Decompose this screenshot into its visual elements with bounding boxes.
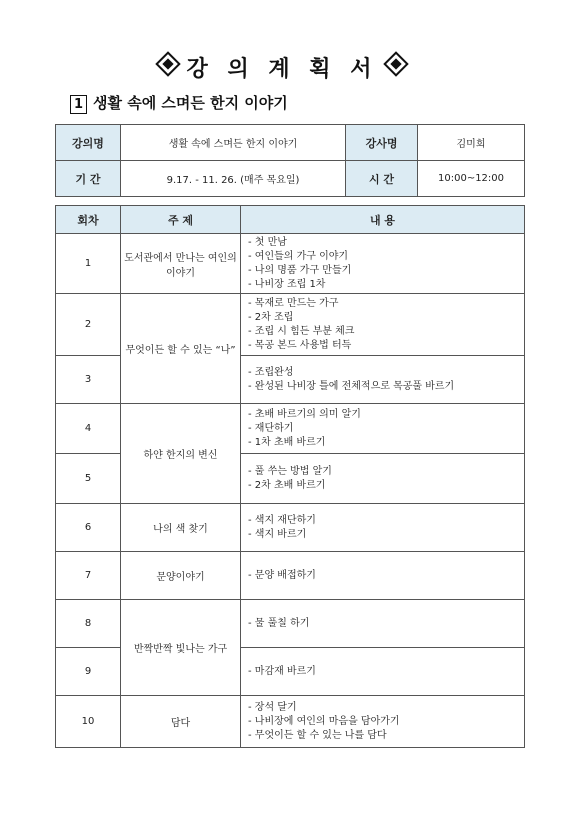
topic-cell: 문양이야기 [121, 552, 241, 600]
topic-cell: 무엇이든 할 수 있는 “나” [121, 294, 241, 404]
page-title: 강 의 계 획 서 [0, 52, 564, 83]
session-number: 5 [56, 454, 121, 504]
time-label: 시 간 [346, 161, 418, 197]
course-value: 생활 속에 스며든 한지 이야기 [121, 125, 346, 161]
table-row [56, 600, 525, 648]
info-row-period [56, 161, 525, 197]
diamond-icon [384, 51, 409, 76]
period-value: 9.17. - 11. 26. (매주 목요일) [121, 161, 346, 197]
session-number: 3 [56, 356, 121, 404]
session-number: 2 [56, 294, 121, 356]
section-number: 1 [70, 95, 87, 114]
topic-header: 주 제 [121, 206, 241, 234]
session-number: 1 [56, 234, 121, 294]
content-cell: - 장석 달기 - 나비장에 여인의 마음을 담아가기 - 무엇이든 할 수 있는 나를 담다 [241, 696, 525, 748]
content-cell: - 조립완성 - 완성된 나비장 틀에 전체적으로 목공풀 바르기 [241, 356, 525, 404]
table-row [56, 552, 525, 600]
lecture-plan-table [55, 124, 525, 748]
section-title: 생활 속에 스며든 한지 이야기 [93, 94, 288, 112]
content-cell: - 첫 만남 - 여인들의 가구 이야기 - 나의 명품 가구 만들기 - 나비장 조립 1차 [241, 234, 525, 294]
schedule-header-row [56, 206, 525, 234]
table-row [56, 696, 525, 748]
session-number: 4 [56, 404, 121, 454]
table-row [56, 234, 525, 294]
table-row [56, 294, 525, 356]
content-cell: - 문양 배접하기 [241, 552, 525, 600]
topic-cell: 하얀 한지의 변신 [121, 404, 241, 504]
period-label: 기 간 [56, 161, 121, 197]
topic-cell: 나의 색 찾기 [121, 504, 241, 552]
content-cell: - 목재로 만드는 가구 - 2차 조립 - 조립 시 힘든 부분 체크 - 목공 본드 사용법 터득 [241, 294, 525, 356]
session-number: 8 [56, 600, 121, 648]
content-cell: - 마감재 바르기 [241, 648, 525, 696]
spacer-row [56, 197, 525, 206]
table-row [56, 404, 525, 454]
instructor-label: 강사명 [346, 125, 418, 161]
table-row [56, 504, 525, 552]
session-number: 7 [56, 552, 121, 600]
session-header: 회차 [56, 206, 121, 234]
content-cell: - 색지 재단하기 - 색지 바르기 [241, 504, 525, 552]
content-header: 내 용 [241, 206, 525, 234]
time-value: 10:00~12:00 [418, 161, 525, 197]
diamond-icon [155, 51, 180, 76]
section-heading [70, 92, 288, 114]
instructor-value: 김미희 [418, 125, 525, 161]
info-row-course [56, 125, 525, 161]
course-label: 강의명 [56, 125, 121, 161]
session-number: 9 [56, 648, 121, 696]
content-cell: - 초배 바르기의 의미 알기 - 재단하기 - 1차 초배 바르기 [241, 404, 525, 454]
session-number: 6 [56, 504, 121, 552]
topic-cell: 반짝반짝 빛나는 가구 [121, 600, 241, 696]
session-number: 10 [56, 696, 121, 748]
topic-cell: 담다 [121, 696, 241, 748]
content-cell: - 풀 쑤는 방법 알기 - 2차 초배 바르기 [241, 454, 525, 504]
content-cell: - 물 풀칠 하기 [241, 600, 525, 648]
topic-cell: 도서관에서 만나는 여인의 이야기 [121, 234, 241, 294]
